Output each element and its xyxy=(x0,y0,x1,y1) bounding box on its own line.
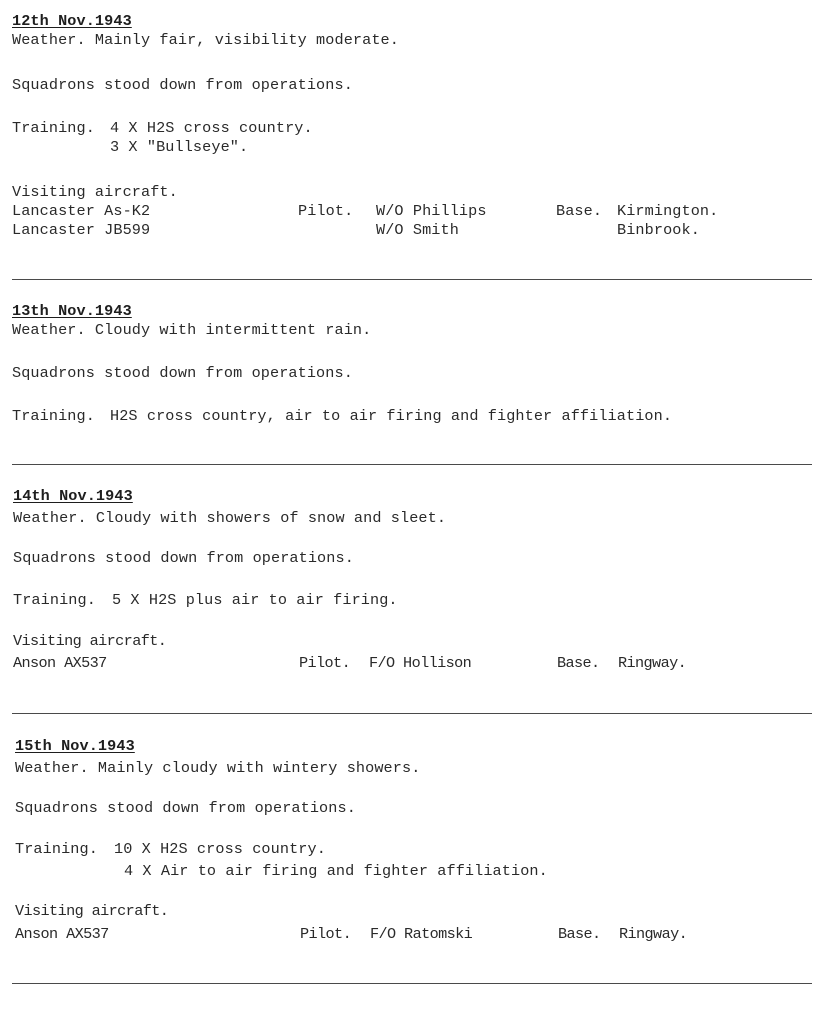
entry-date: 13th Nov.1943 xyxy=(12,302,132,320)
operations-line: Squadrons stood down from operations. xyxy=(15,799,356,817)
aircraft: Anson AX537 xyxy=(13,654,107,672)
training-label: Training. xyxy=(12,407,95,425)
training-item: 3 X "Bullseye". xyxy=(110,138,249,156)
training-item: 4 X Air to air firing and fighter affiliation. xyxy=(124,862,548,880)
separator-rule xyxy=(12,279,812,280)
base-name: Ringway. xyxy=(618,654,687,672)
separator-rule xyxy=(12,464,812,465)
training-item: 5 X H2S plus air to air firing. xyxy=(112,591,398,609)
base-label: Base. xyxy=(557,654,600,672)
training-label: Training. xyxy=(13,591,96,609)
pilot-label: Pilot. xyxy=(298,202,354,220)
pilot-label: Pilot. xyxy=(299,654,351,672)
training-item: 10 X H2S cross country. xyxy=(114,840,326,858)
base-label: Base. xyxy=(556,202,603,220)
pilot-label: Pilot. xyxy=(300,925,352,943)
entry-date: 15th Nov.1943 xyxy=(15,737,135,755)
training-item: H2S cross country, air to air firing and fighter affiliation. xyxy=(110,407,673,425)
training-label: Training. xyxy=(15,840,98,858)
weather-line: Weather. Mainly cloudy with wintery showers. xyxy=(15,759,421,777)
training-item: 4 X H2S cross country. xyxy=(110,119,313,137)
separator-rule xyxy=(12,713,812,714)
operations-line: Squadrons stood down from operations. xyxy=(12,76,353,94)
base-name: Ringway. xyxy=(619,925,688,943)
pilot-name: W/O Phillips xyxy=(376,202,487,220)
pilot-name: F/O Ratomski xyxy=(370,925,473,943)
weather-line: Weather. Cloudy with showers of snow and sleet. xyxy=(13,509,447,527)
base-name: Binbrook. xyxy=(617,221,700,239)
aircraft: Lancaster As-K2 xyxy=(12,202,151,220)
separator-rule xyxy=(12,983,812,984)
weather-line: Weather. Mainly fair, visibility moderate. xyxy=(12,31,399,49)
operations-line: Squadrons stood down from operations. xyxy=(13,549,354,567)
entry-date: 12th Nov.1943 xyxy=(12,12,132,30)
base-label: Base. xyxy=(558,925,601,943)
aircraft: Anson AX537 xyxy=(15,925,109,943)
aircraft: Lancaster JB599 xyxy=(12,221,151,239)
visiting-label: Visiting aircraft. xyxy=(13,632,167,650)
weather-line: Weather. Cloudy with intermittent rain. xyxy=(12,321,372,339)
visiting-label: Visiting aircraft. xyxy=(15,902,169,920)
visiting-label: Visiting aircraft. xyxy=(12,183,178,201)
training-label: Training. xyxy=(12,119,95,137)
entry-date: 14th Nov.1943 xyxy=(13,487,133,505)
base-name: Kirmington. xyxy=(617,202,719,220)
pilot-name: W/O Smith xyxy=(376,221,459,239)
operations-line: Squadrons stood down from operations. xyxy=(12,364,353,382)
pilot-name: F/O Hollison xyxy=(369,654,472,672)
